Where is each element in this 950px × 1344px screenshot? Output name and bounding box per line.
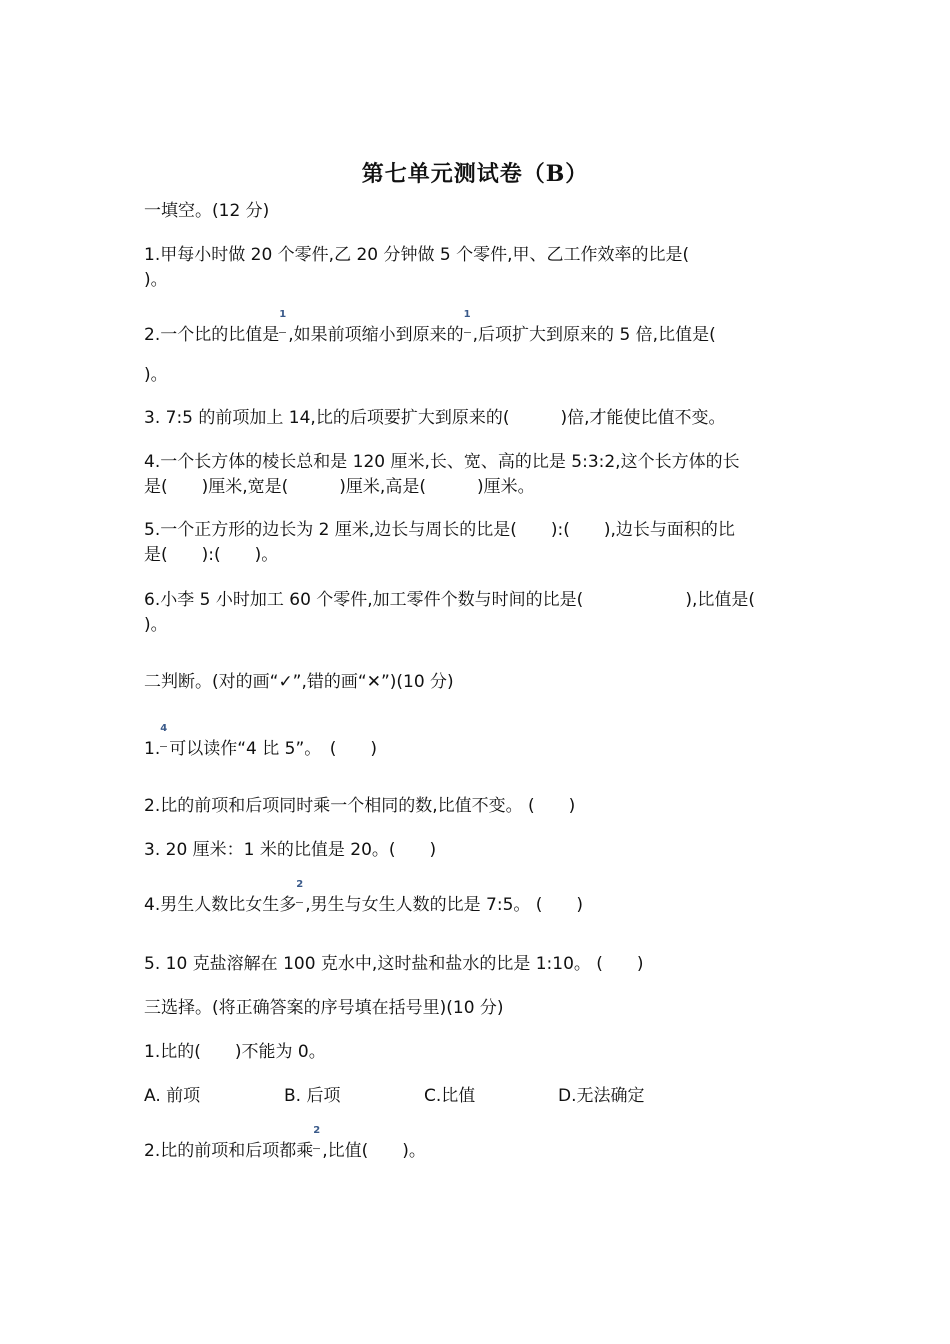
question-1-1-end: )。	[144, 270, 168, 290]
question-1-5-line1: 5.一个正方形的边长为 2 厘米,边长与周长的比是( ):( ),边长与面积的比	[144, 520, 735, 540]
q2-text-a: 2.一个比的比值是	[144, 325, 280, 345]
option-c: C.比值	[424, 1086, 476, 1106]
section-heading-judge: 二判断。(对的画“✓”,错的画“✕”)(10 分)	[144, 672, 454, 692]
judge-4	[144, 879, 814, 917]
fraction-two: 2	[313, 1138, 322, 1156]
question-1-6-line2: )。	[144, 615, 168, 635]
c2-text-a: 2.比的前项和后项都乘	[144, 1141, 314, 1161]
choice-2	[144, 1125, 814, 1163]
section-heading-fill-in: 一填空。(12 分)	[144, 201, 270, 221]
c2-text-b: ,比值( )。	[322, 1141, 426, 1161]
option-b: B. 后项	[284, 1086, 341, 1106]
question-1-5-line2: 是( ):( )。	[144, 545, 279, 565]
judge-2: 2.比的前项和后项同时乘一个相同的数,比值不变。 ( )	[144, 796, 576, 816]
fraction-one: 1	[464, 322, 473, 340]
judge-1	[144, 723, 814, 761]
j4-text-b: ,男生与女生人数的比是 7:5。 ( )	[305, 895, 584, 915]
question-1-6-line1: 6.小李 5 小时加工 60 个零件,加工零件个数与时间的比是( ),比值是(	[144, 590, 755, 610]
question-1-2	[144, 309, 814, 347]
judge-5: 5. 10 克盐溶解在 100 克水中,这时盐和盐水的比是 1:10。 ( )	[144, 954, 644, 974]
q2-text-c: ,后项扩大到原来的 5 倍,比值是(	[472, 325, 716, 345]
question-1-3: 3. 7:5 的前项加上 14,比的后项要扩大到原来的( )倍,才能使比值不变。	[144, 408, 726, 428]
page-title: 第七单元测试卷（B）	[361, 161, 589, 187]
question-1-1: 1.甲每小时做 20 个零件,乙 20 分钟做 5 个零件,甲、乙工作效率的比是(	[144, 245, 690, 265]
fraction-four: 4	[160, 736, 169, 754]
q2-text-b: ,如果前项缩小到原来的	[288, 325, 464, 345]
question-1-2-end: )。	[144, 365, 168, 385]
j1-text-b: 可以读作“4 比 5”。 ( )	[169, 739, 378, 759]
section-heading-choice: 三选择。(将正确答案的序号填在括号里)(10 分)	[144, 998, 504, 1018]
question-1-4-line1: 4.一个长方体的棱长总和是 120 厘米,长、宽、高的比是 5:3:2,这个长方体的长	[144, 452, 740, 472]
fraction-two: 2	[296, 892, 305, 910]
option-d: D.无法确定	[558, 1086, 645, 1106]
j1-text-a: 1.	[144, 739, 161, 759]
question-1-4-line2: 是( )厘米,宽是( )厘米,高是( )厘米。	[144, 477, 535, 497]
fraction-one: 1	[279, 322, 288, 340]
choice-1: 1.比的( )不能为 0。	[144, 1042, 326, 1062]
judge-3: 3. 20 厘米：1 米的比值是 20。( )	[144, 840, 437, 860]
option-a: A. 前项	[144, 1086, 201, 1106]
j4-text-a: 4.男生人数比女生多	[144, 895, 297, 915]
